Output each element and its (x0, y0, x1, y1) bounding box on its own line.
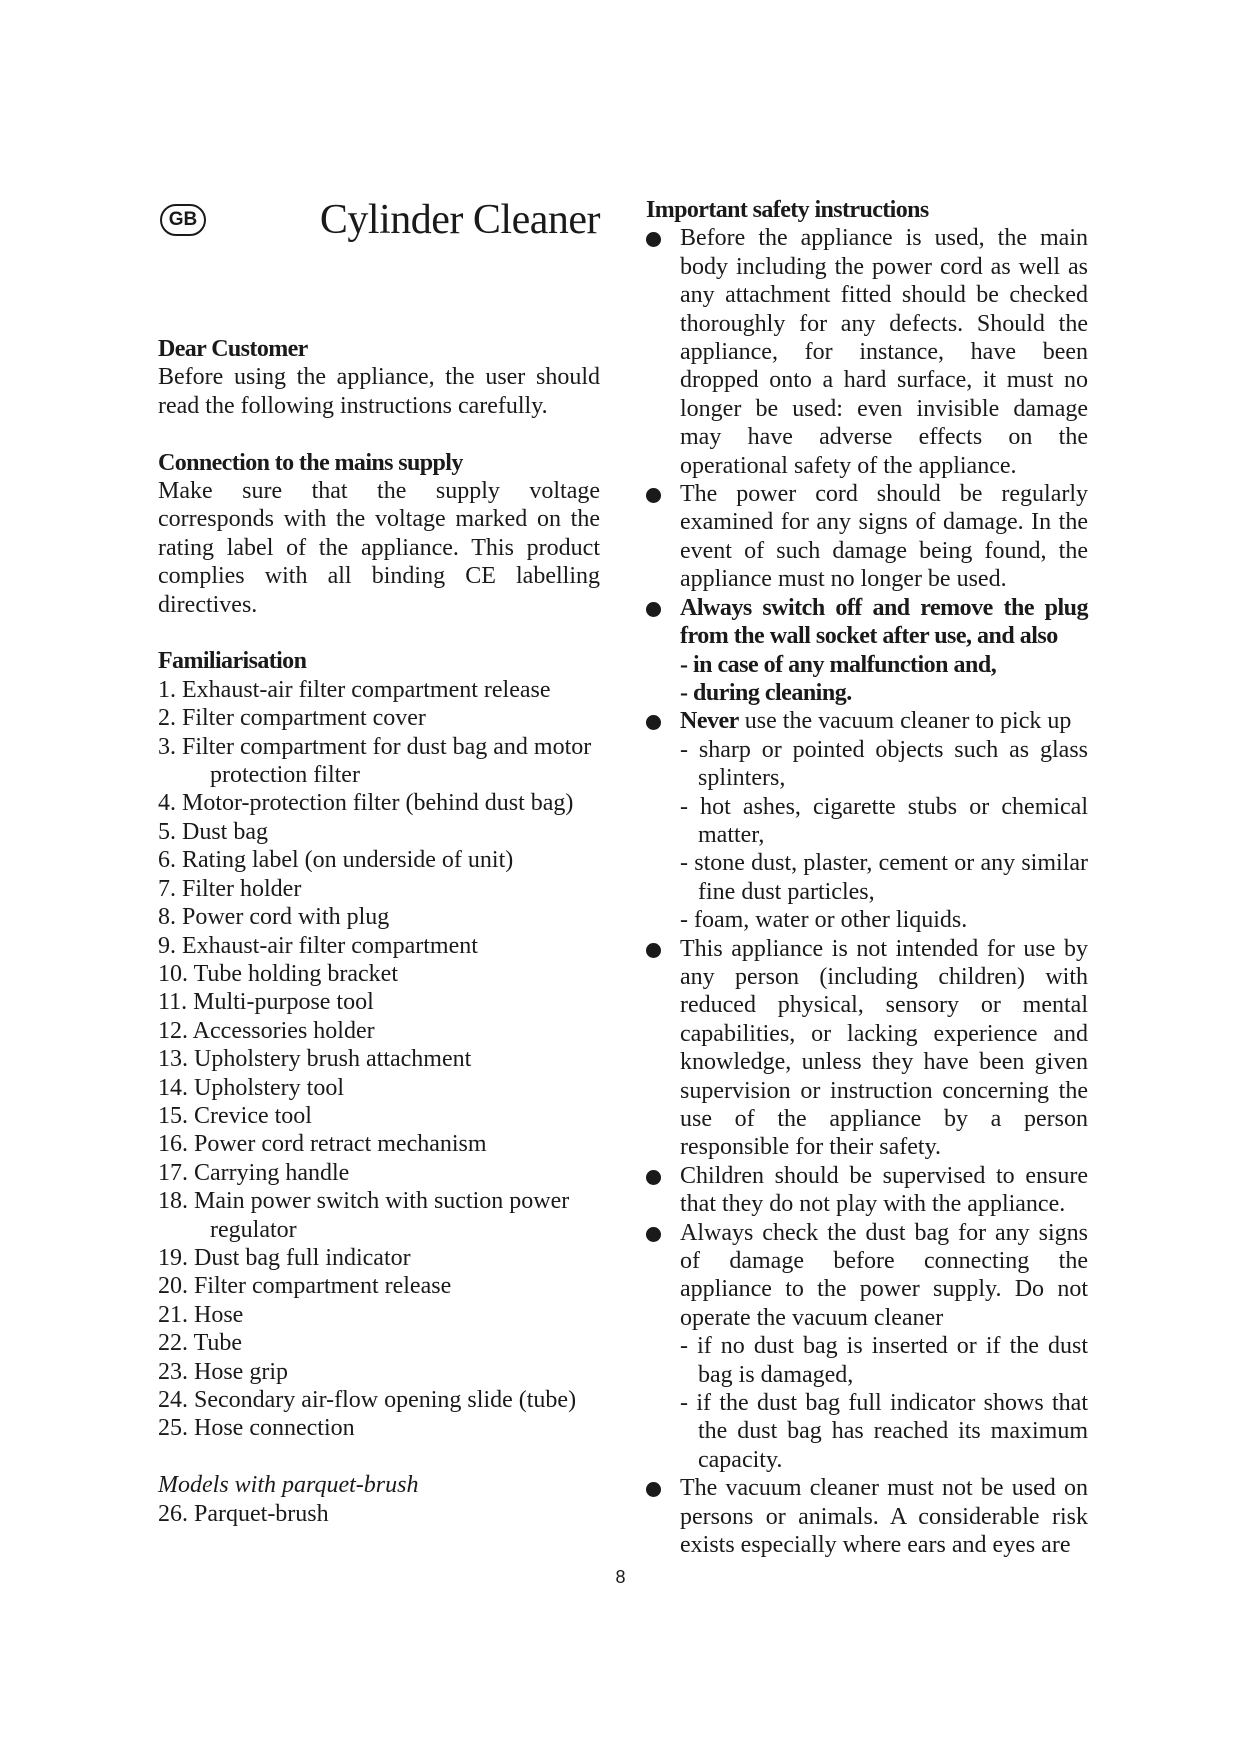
safety-heading: Important safety instructions (646, 197, 929, 223)
list-item-text: Carrying handle (188, 1159, 350, 1186)
list-item-text: Exhaust-air filter compartment (176, 932, 478, 959)
safety-bullet (646, 935, 1088, 1162)
list-item (158, 1045, 600, 1073)
safety-sub-item (680, 793, 1088, 850)
safety-sub-item (680, 1389, 1088, 1474)
list-item-text: Dust bag full indicator (188, 1244, 411, 1271)
list-item-text: Filter compartment for dust bag and motor protection filter (176, 733, 592, 789)
list-item (158, 1301, 600, 1329)
bold-text-run: - in case of any malfunction and, (680, 651, 997, 678)
list-item (158, 960, 600, 988)
list-item (158, 1272, 600, 1300)
list-item-number: 12. (158, 1017, 188, 1044)
list-item-number: 9. (158, 932, 176, 959)
list-item-number: 11. (158, 989, 188, 1016)
list-item (158, 1500, 600, 1528)
text-run: - foam, water or other liquids. (680, 907, 968, 934)
safety-bullet-text (680, 707, 1088, 735)
text-run: - hot ashes, cigarette stubs or chemical matter, (680, 793, 1088, 848)
safety-sub-item (680, 1332, 1088, 1389)
text-run: Always check the dust bag for any signs of damage before connecting the appliance to the power supply. Do not operate the vacuum cleaner (680, 1219, 1088, 1331)
list-item-number: 1. (158, 676, 176, 703)
text-run: - sharp or pointed objects such as glass splinters, (680, 736, 1088, 792)
list-item-text: Filter compartment release (188, 1273, 452, 1300)
list-item-text: Tube holding bracket (188, 960, 398, 987)
list-item-text: Rating label (on underside of unit) (176, 847, 514, 874)
list-item (158, 1159, 600, 1187)
safety-bullet-text (680, 480, 1088, 594)
list-item (158, 1130, 600, 1158)
list-item-number: 24. (158, 1387, 188, 1413)
familiarisation-section (158, 647, 600, 1442)
list-item-number: 21. (158, 1301, 188, 1328)
safety-sub-item (680, 849, 1088, 906)
list-item (158, 1017, 600, 1045)
safety-bullet-text (680, 1474, 1088, 1559)
bullet-dot-icon (646, 602, 661, 617)
list-item-number: 23. (158, 1358, 188, 1385)
familiarisation-heading: Familiarisation (158, 648, 307, 675)
list-item-number: 7. (158, 875, 176, 902)
list-item-number: 2. (158, 705, 176, 732)
list-item-text: Upholstery tool (188, 1074, 344, 1101)
list-item (158, 932, 600, 960)
intro-section (158, 335, 600, 420)
list-item-text: Hose connection (188, 1415, 355, 1442)
list-item-text: Hose (188, 1301, 244, 1328)
safety-bullet-text (680, 935, 1088, 1162)
list-item (158, 1414, 600, 1442)
list-item (158, 1329, 600, 1357)
list-item-text: Filter compartment cover (176, 705, 426, 732)
list-item-number: 16. (158, 1131, 188, 1158)
bullet-dot-icon (646, 1482, 661, 1497)
list-item (158, 1386, 600, 1414)
safety-bullet (646, 480, 1088, 594)
list-item-text: Hose grip (188, 1358, 288, 1385)
models-list (158, 1500, 600, 1528)
list-item-text: Power cord with plug (176, 904, 390, 931)
list-item-number: 14. (158, 1074, 188, 1101)
models-heading: Models with parquet-brush (158, 1472, 419, 1499)
text-run: This appliance is not intended for use by any person (including children) with reduced physical, sensory or mental capabilities, or lacking experience and knowledge, unless they have been given supervision or instruction concerning the use of the appliance by a person responsible for their safety. (680, 935, 1088, 1161)
list-item (158, 733, 600, 790)
safety-sub-list (680, 1332, 1088, 1474)
page-number: 8 (615, 1567, 626, 1587)
safety-bullet (646, 1162, 1088, 1219)
list-item-number: 18. (158, 1188, 188, 1215)
list-item-number: 20. (158, 1273, 188, 1300)
safety-bullet-text (680, 224, 1088, 480)
bold-text-run: Always switch off and remove the plug from the wall socket after use, and also (680, 594, 1088, 650)
list-item-number: 5. (158, 818, 176, 845)
list-item-number: 10. (158, 960, 188, 987)
list-item-text: Crevice tool (188, 1102, 312, 1129)
list-item-text: Exhaust-air filter compartment release (176, 676, 551, 703)
bullet-dot-icon (646, 1170, 661, 1185)
list-item-text: Upholstery brush attachment (188, 1046, 472, 1073)
bullet-dot-icon (646, 1227, 661, 1242)
safety-bullet (646, 707, 1088, 934)
list-item-number: 26. (158, 1500, 188, 1527)
list-item (158, 1244, 600, 1272)
list-item-number: 17. (158, 1159, 188, 1186)
familiarisation-list (158, 676, 600, 1443)
text-run: use the vacuum cleaner to pick up (738, 708, 1072, 735)
list-item-text: Filter holder (176, 875, 302, 902)
list-item-number: 19. (158, 1244, 188, 1271)
list-item-text: Main power switch with suction power regulator (188, 1188, 570, 1243)
safety-bullet-text (680, 594, 1088, 651)
list-item (158, 1074, 600, 1102)
list-item-number: 3. (158, 733, 176, 760)
list-item (158, 704, 600, 732)
list-item-number: 15. (158, 1102, 188, 1129)
text-run: Children should be supervised to ensure that they do not play with the appliance. (680, 1162, 1088, 1218)
list-item-number: 6. (158, 847, 176, 874)
models-section (158, 1471, 600, 1528)
safety-bullet (646, 1219, 1088, 1475)
safety-sub-item (680, 679, 1088, 707)
list-item (158, 903, 600, 931)
list-item (158, 846, 600, 874)
right-column (646, 196, 1088, 1560)
list-item-text: Secondary air-flow opening slide (tube) (188, 1387, 577, 1413)
list-item-text: Motor-protection filter (behind dust bag) (176, 790, 574, 817)
safety-sub-list (680, 651, 1088, 708)
bullet-dot-icon (646, 488, 661, 503)
safety-sub-list (680, 736, 1088, 935)
safety-bullet (646, 224, 1088, 480)
list-item-number: 13. (158, 1046, 188, 1073)
text-run: Before the appliance is used, the main body including the power cord as well as any attachment fitted should be checked thoroughly for any defects. Should the appliance, for instance, have been dropped onto a hard surface, it must no longer be used: even invisible damage may have adverse effects on the operational safety of the appliance. (680, 225, 1088, 479)
gb-language-badge: GB (160, 204, 206, 236)
list-item-number: 4. (158, 790, 176, 817)
bold-text-run: - during cleaning. (680, 679, 852, 706)
safety-sub-item (680, 906, 1088, 934)
safety-list (646, 224, 1088, 1559)
list-item (158, 1358, 600, 1386)
list-item-number: 8. (158, 904, 176, 931)
list-item-number: 22. (158, 1330, 188, 1357)
left-column (158, 196, 600, 1528)
list-item (158, 875, 600, 903)
connection-body: Make sure that the supply voltage corresponds with the voltage marked on the rating label of the appliance. This product complies with all binding CE labelling directives. (158, 478, 600, 618)
list-item-text: Power cord retract mechanism (188, 1131, 487, 1158)
safety-bullet-text (680, 1219, 1088, 1333)
list-item-text: Dust bag (176, 818, 268, 845)
list-item-text: Parquet-brush (188, 1500, 329, 1527)
safety-sub-item (680, 736, 1088, 793)
list-item (158, 676, 600, 704)
list-item-text: Tube (188, 1330, 243, 1357)
bullet-dot-icon (646, 943, 661, 958)
text-run: The vacuum cleaner must not be used on persons or animals. A considerable risk exists especially where ears and eyes are (680, 1475, 1088, 1559)
connection-section (158, 449, 600, 619)
safety-sub-item (680, 651, 1088, 679)
list-item (158, 1187, 600, 1244)
list-item-number: 25. (158, 1415, 188, 1442)
text-run: - if the dust bag full indicator shows that the dust bag has reached its maximum capacity. (680, 1390, 1088, 1473)
list-item (158, 988, 600, 1016)
list-item (158, 789, 600, 817)
list-item (158, 818, 600, 846)
list-item (158, 1102, 600, 1130)
text-run: The power cord should be regularly examined for any signs of damage. In the event of such damage being found, the appliance must no longer be used. (680, 481, 1088, 593)
list-item-text: Accessories holder (188, 1017, 375, 1044)
list-item-text: Multi-purpose tool (187, 989, 374, 1016)
safety-bullet-text (680, 1162, 1088, 1219)
text-run: - stone dust, plaster, cement or any similar fine dust particles, (680, 850, 1088, 905)
bold-text-run: Never (680, 708, 739, 735)
intro-body: Before using the appliance, the user should read the following instructions carefully. (158, 364, 600, 419)
page-title: Cylinder Cleaner (319, 197, 600, 243)
bullet-dot-icon (646, 715, 661, 730)
connection-heading: Connection to the mains supply (158, 449, 463, 476)
intro-heading: Dear Customer (158, 336, 308, 362)
safety-bullet (646, 594, 1088, 708)
text-run: - if no dust bag is inserted or if the dust bag is damaged, (680, 1333, 1088, 1388)
title-row (158, 196, 600, 258)
safety-bullet (646, 1474, 1088, 1559)
bullet-dot-icon (646, 232, 661, 247)
